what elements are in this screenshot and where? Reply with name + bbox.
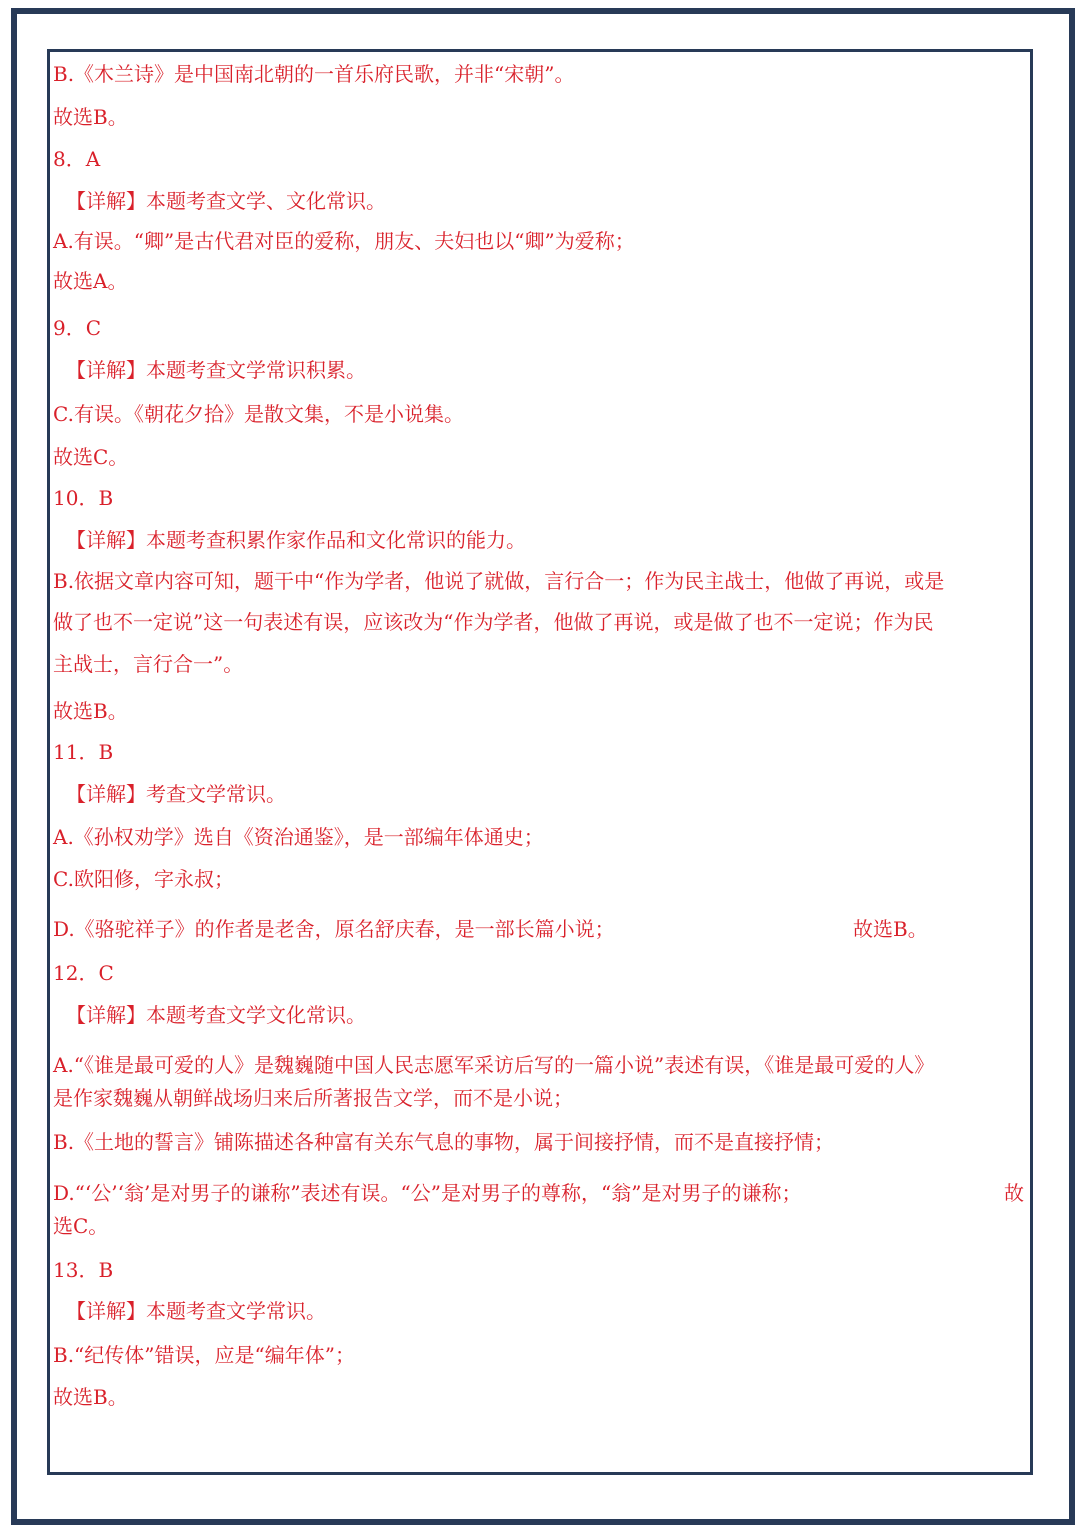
answer-12-option-a-line2: 是作家魏巍从朝鲜战场归来后所著报告文学，而不是小说；	[53, 1086, 573, 1110]
answer-12-explanation: 【详解】本题考查文学文化常识。	[66, 1003, 366, 1027]
answer-11-option-a: A.《孙权劝学》选自《资治通鉴》，是一部编年体通史；	[53, 825, 544, 849]
answer-9-option-c: C.有误。《朝花夕拾》是散文集，不是小说集。	[53, 402, 464, 426]
answer-13-option-b: B.“纪传体”错误，应是“编年体”；	[53, 1343, 355, 1367]
inner-page-border	[47, 49, 1033, 1475]
answer-10-explanation: 【详解】本题考查积累作家作品和文化常识的能力。	[66, 528, 526, 552]
answer-11-option-c: C.欧阳修，字永叔；	[53, 867, 234, 891]
answer-13-explanation: 【详解】本题考查文学常识。	[66, 1299, 326, 1323]
answer-12-option-d: D.“‘公’‘翁’是对男子的谦称”表述有误。“公”是对男子的尊称，“翁”是对男子的谦称；	[53, 1181, 802, 1205]
answer-10-option-b-line1: B.依据文章内容可知，题干中“作为学者，他说了就做，言行合一；作为民主战士，他做了再说，或是	[53, 569, 945, 593]
answer-12-header: 12．C	[53, 961, 114, 985]
answer-12-option-b: B.《土地的誓言》铺陈描述各种富有关东气息的事物，属于间接抒情，而不是直接抒情；	[53, 1130, 835, 1154]
answer-8-conclusion: 故选A。	[53, 269, 128, 293]
answer-9-conclusion: 故选C。	[53, 445, 129, 469]
answer-9-explanation: 【详解】本题考查文学常识积累。	[66, 358, 366, 382]
answer-8-explanation: 【详解】本题考查文学、文化常识。	[66, 189, 386, 213]
answer-10-option-b-line3: 主战士，言行合一”。	[53, 652, 244, 676]
answer-10-conclusion: 故选B。	[53, 699, 128, 723]
answer-8-header: 8．A	[53, 147, 101, 171]
answer-9-header: 9．C	[53, 316, 102, 340]
answer-10-header: 10．B	[53, 486, 114, 510]
answer-13-header: 13．B	[53, 1258, 114, 1282]
answer-10-option-b-line2: 做了也不一定说”这一句表述有误，应该改为“作为学者，他做了再说，或是做了也不一定说；作为民	[53, 610, 934, 634]
answer-8-option-a: A.有误。“卿”是古代君对臣的爱称，朋友、夫妇也以“卿”为爱称；	[53, 229, 635, 253]
answer-11-conclusion: 故选B。	[853, 917, 928, 941]
answer-7-conclusion: 故选B。	[53, 105, 128, 129]
answer-11-option-d: D.《骆驼祥子》的作者是老舍，原名舒庆春，是一部长篇小说；	[53, 917, 615, 941]
answer-12-conclusion-end: 选C。	[53, 1214, 109, 1238]
answer-11-header: 11．B	[53, 740, 114, 764]
answer-13-conclusion: 故选B。	[53, 1385, 128, 1409]
answer-7-option-b: B.《木兰诗》是中国南北朝的一首乐府民歌，并非“宋朝”。	[53, 62, 575, 86]
answer-12-conclusion-start: 故	[1004, 1181, 1024, 1205]
answer-11-explanation: 【详解】考查文学常识。	[66, 782, 286, 806]
answer-12-option-a-line1: A.“《谁是最可爱的人》是魏巍随中国人民志愿军采访后写的一篇小说”表述有误，《谁是最可爱的人》	[53, 1053, 935, 1077]
